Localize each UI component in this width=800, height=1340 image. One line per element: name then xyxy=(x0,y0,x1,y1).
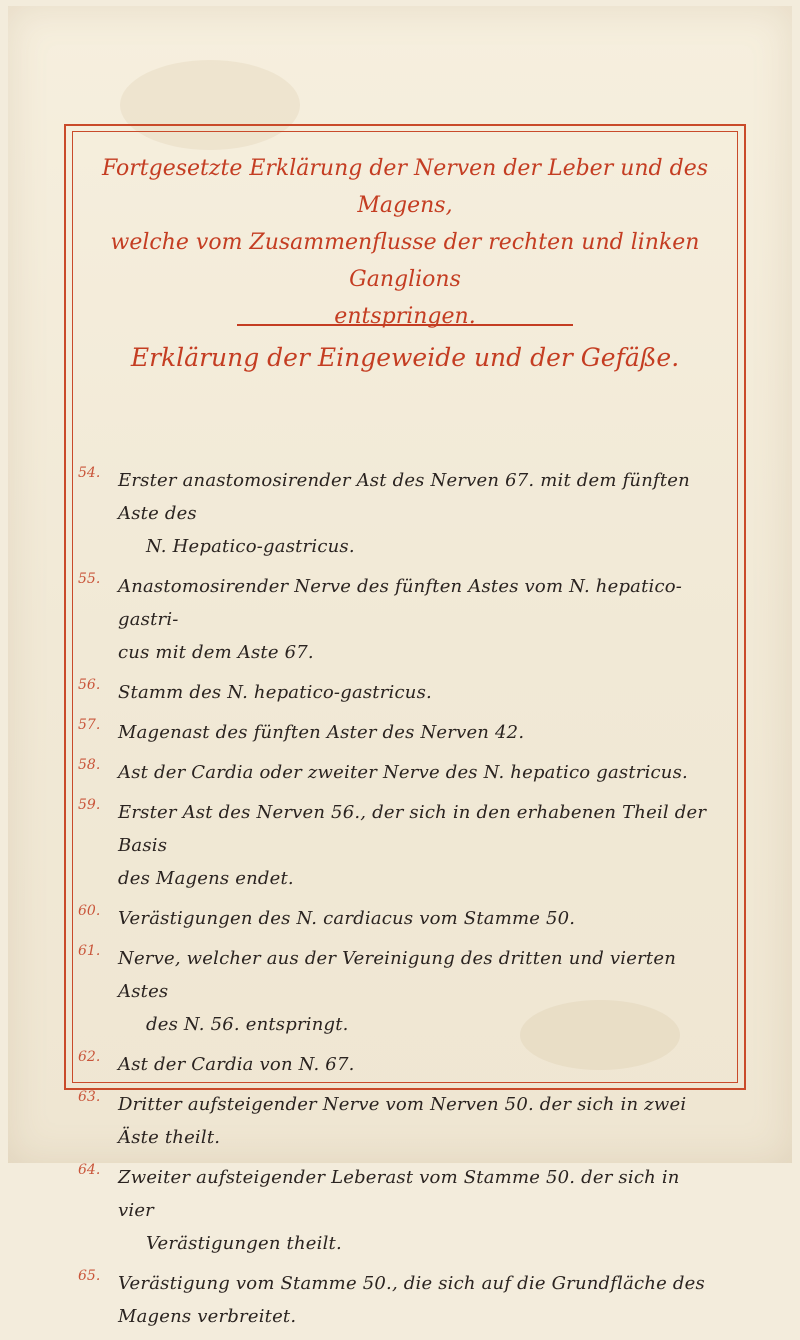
entry-text-continuation: des N. 56. entspringt. xyxy=(146,1014,349,1035)
list-item xyxy=(78,796,718,895)
entry-number: 54. xyxy=(78,465,101,481)
entry-number: 65. xyxy=(78,1268,101,1284)
list-item xyxy=(78,942,718,1041)
list-item xyxy=(78,1161,718,1260)
entry-text-line: Verästigungen des N. cardiacus vom Stamme 50. xyxy=(118,908,576,929)
entry-number: 59. xyxy=(78,797,101,813)
entry-text-line: Zweiter aufsteigender Leberast vom Stamme 50. der sich in vier xyxy=(118,1167,680,1221)
list-item xyxy=(78,1267,718,1333)
entry-list xyxy=(78,464,718,1340)
list-item xyxy=(78,1088,718,1154)
entry-number: 58. xyxy=(78,757,101,773)
entry-text-continuation: cus mit dem Aste 67. xyxy=(118,642,314,663)
list-item xyxy=(78,676,718,709)
heading-line-1: Fortgesetzte Erklärung der Nerven der Leber und des Magens, xyxy=(101,156,709,218)
entry-text-continuation: Magens verbreitet. xyxy=(118,1306,297,1327)
list-item xyxy=(78,570,718,669)
entry-text-line: Anastomosirender Nerve des fünften Astes vom N. hepatico-gastri- xyxy=(118,576,683,630)
entry-text-line: Erster anastomosirender Ast des Nerven 67. mit dem fünften Aste des xyxy=(118,470,690,524)
entry-text-continuation: des Magens endet. xyxy=(118,868,294,889)
list-item xyxy=(78,756,718,789)
list-item xyxy=(78,902,718,935)
entry-number: 64. xyxy=(78,1162,101,1178)
entry-number: 57. xyxy=(78,717,101,733)
entry-number: 62. xyxy=(78,1049,101,1065)
entry-text-line: Dritter aufsteigender Nerve vom Nerven 50. der sich in zwei Äste theilt. xyxy=(118,1094,687,1148)
entry-text-line: Magenast des fünften Aster des Nerven 42. xyxy=(118,722,525,743)
list-item xyxy=(78,1048,718,1081)
entry-text-line: Nerve, welcher aus der Vereinigung des dritten und vierten Astes xyxy=(118,948,676,1002)
entry-text-continuation: Verästigungen theilt. xyxy=(146,1233,342,1254)
entry-text-continuation: N. Hepatico-gastricus. xyxy=(146,536,355,557)
heading-line-3: entspringen. xyxy=(334,304,476,329)
entry-number: 63. xyxy=(78,1089,101,1105)
heading-underline xyxy=(237,324,573,326)
entry-text-line: Ast der Cardia von N. 67. xyxy=(118,1054,355,1075)
entry-number: 60. xyxy=(78,903,101,919)
heading-line-2: welche vom Zusammenflusse der rechten und linken Ganglions xyxy=(110,230,700,292)
entry-number: 61. xyxy=(78,943,101,959)
page-heading xyxy=(90,150,720,381)
entry-number: 55. xyxy=(78,571,101,587)
heading-subtitle: Erklärung der Eingeweide und der Gefäße. xyxy=(130,343,680,372)
entry-text-line: Erster Ast des Nerven 56., der sich in den erhabenen Theil der Basis xyxy=(118,802,707,856)
entry-text-line: Ast der Cardia oder zweiter Nerve des N. hepatico gastricus. xyxy=(118,762,688,783)
list-item xyxy=(78,464,718,563)
entry-text-line: Verästigung vom Stamme 50., die sich auf die Grundfläche des xyxy=(118,1273,705,1294)
entry-text-line: Stamm des N. hepatico-gastricus. xyxy=(118,682,432,703)
entry-number: 56. xyxy=(78,677,101,693)
list-item xyxy=(78,716,718,749)
